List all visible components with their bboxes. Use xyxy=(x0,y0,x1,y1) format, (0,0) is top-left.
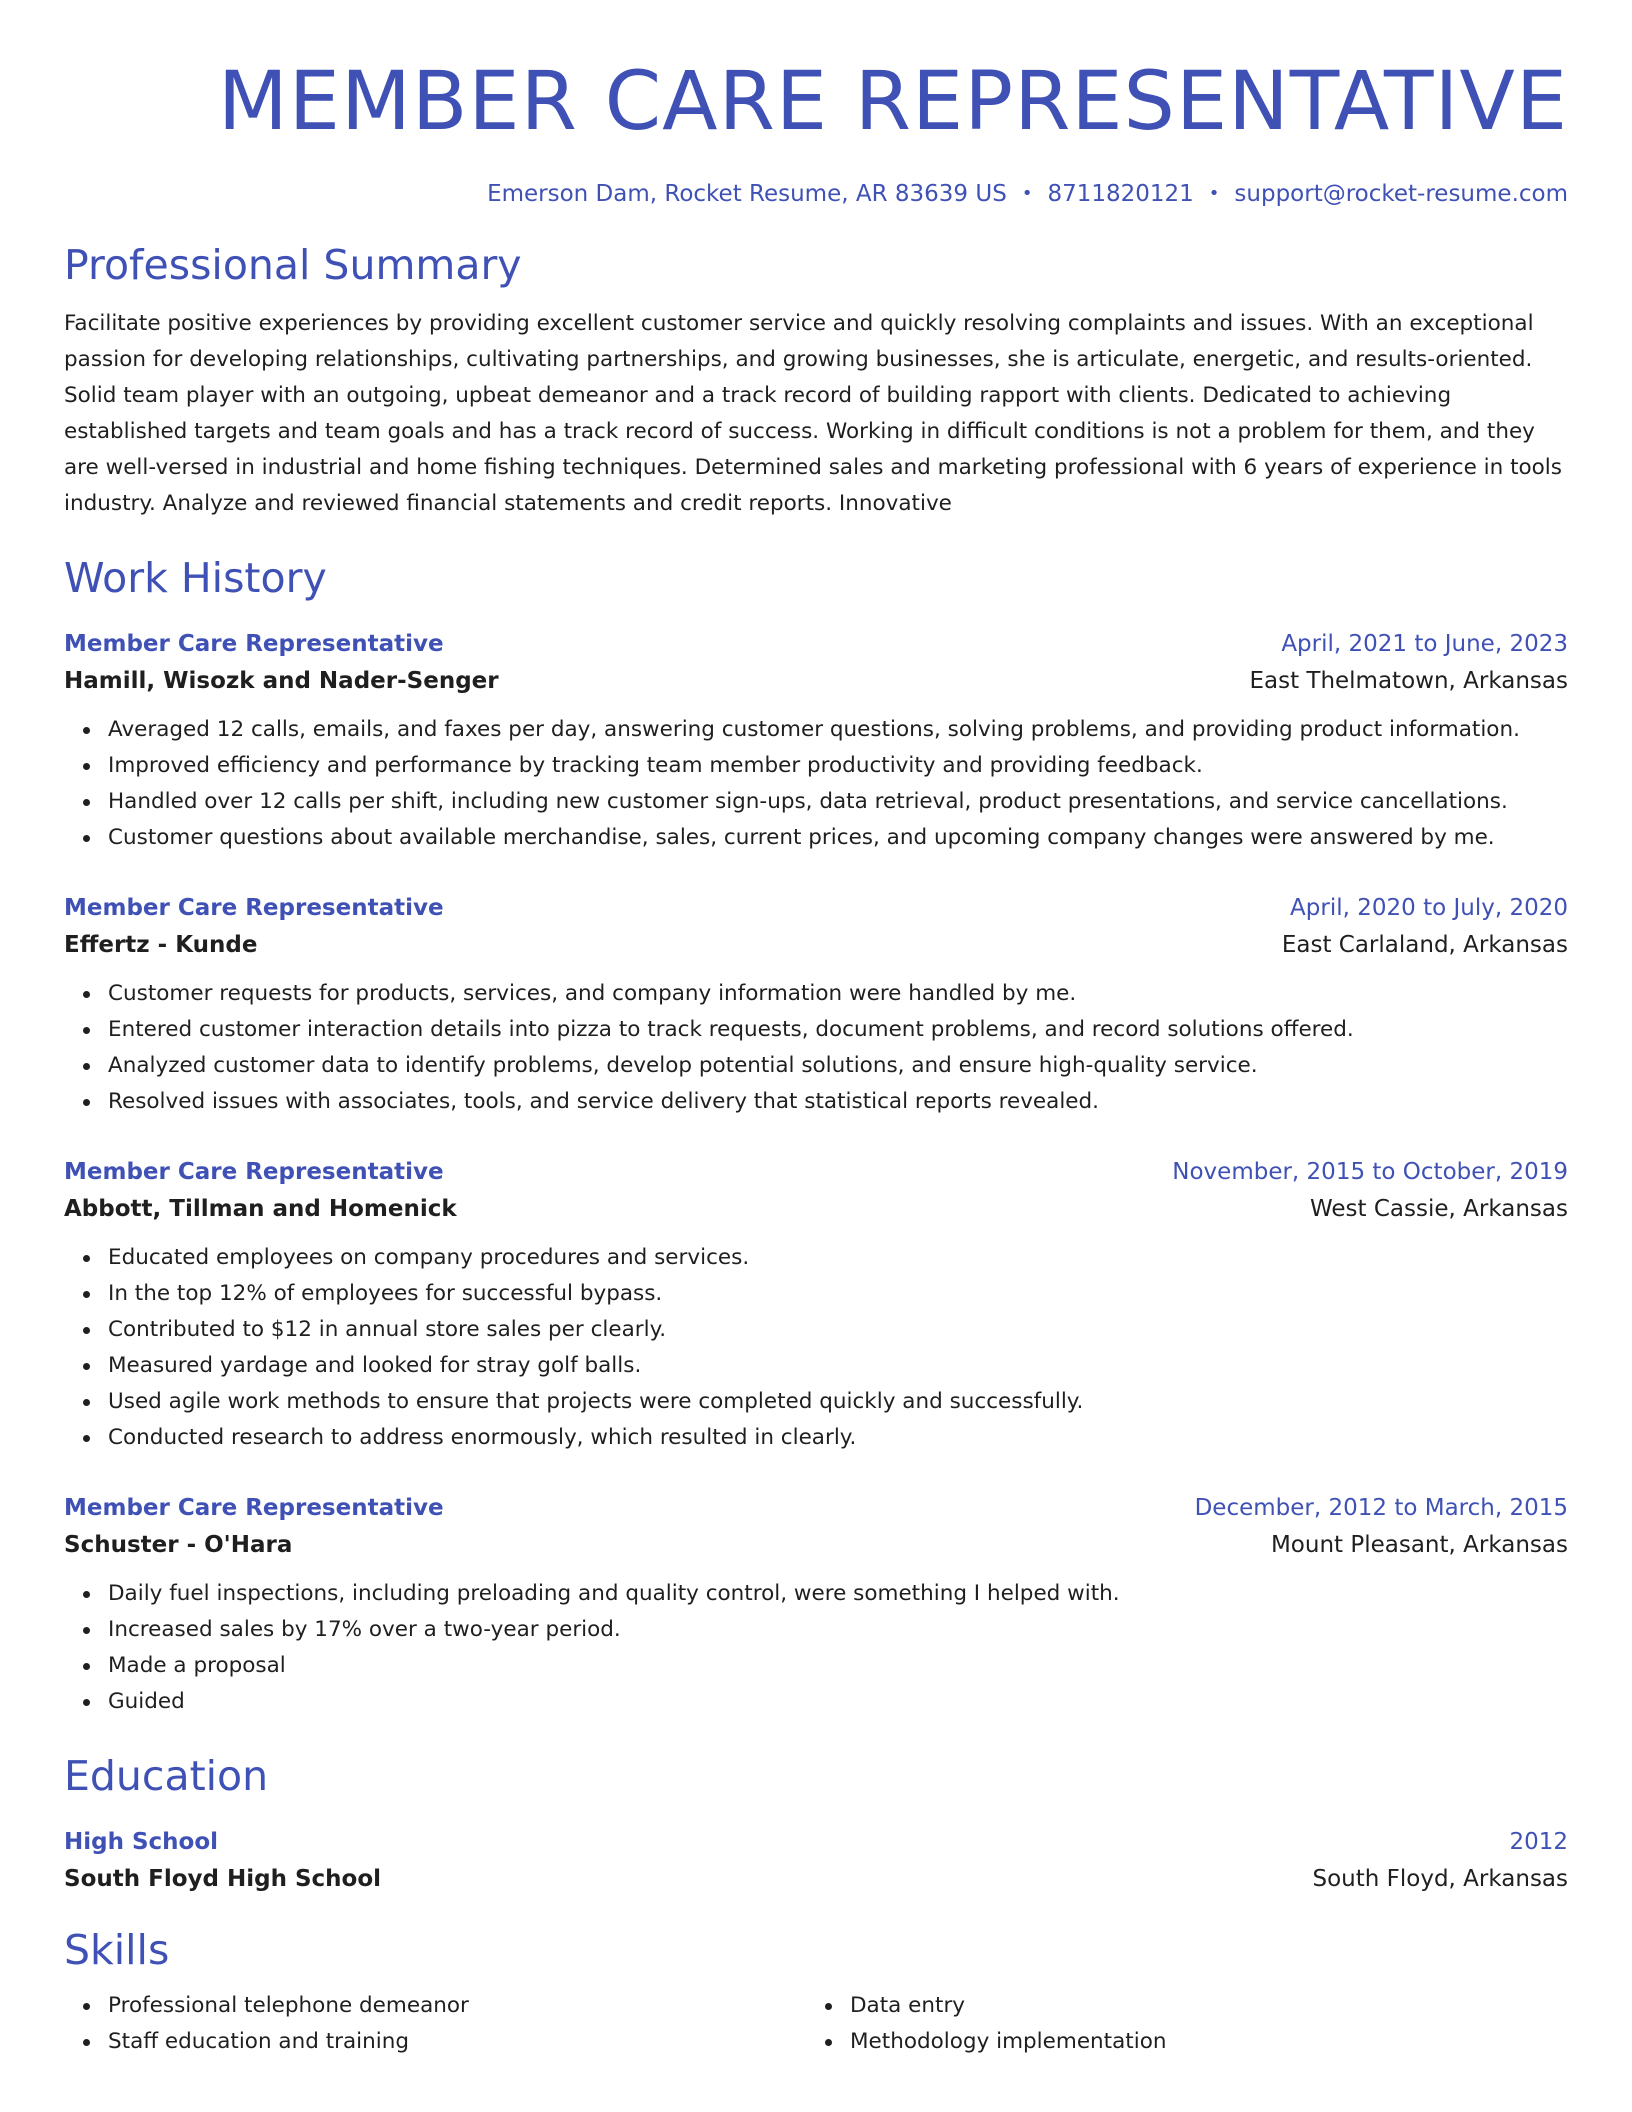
education-entry xyxy=(64,1824,1568,1898)
job-location: Mount Pleasant, Arkansas xyxy=(1270,1532,1568,1558)
contact-separator: • xyxy=(1208,183,1220,204)
list-item: In the top 12% of employees for successful bypass. xyxy=(108,1276,1568,1312)
contact-email: support@rocket-resume.com xyxy=(1234,181,1568,207)
contact-line xyxy=(64,179,1568,209)
job-bullets xyxy=(64,976,1568,1120)
list-item: Made a proposal xyxy=(108,1648,1568,1684)
job-role: Member Care Representative xyxy=(64,1495,444,1521)
job-company: Hamill, Wisozk and Nader-Senger xyxy=(64,668,499,694)
contact-separator: • xyxy=(1021,183,1033,204)
contact-phone: 8711820121 xyxy=(1047,181,1194,207)
list-item: Guided xyxy=(108,1684,1568,1720)
job-company: Effertz - Kunde xyxy=(64,932,258,958)
summary-heading: Professional Summary xyxy=(64,241,522,289)
job-dates: November, 2015 to October, 2019 xyxy=(1172,1159,1568,1185)
job-bullets xyxy=(64,1240,1568,1456)
job-role: Member Care Representative xyxy=(64,631,444,657)
list-item: Handled over 12 calls per shift, including new customer sign-ups, data retrieval, product presentations, and service cancellations. xyxy=(108,784,1568,820)
education-year: 2012 xyxy=(1509,1829,1568,1855)
skill-item: Professional telephone demeanor xyxy=(108,1988,806,2024)
education-location: South Floyd, Arkansas xyxy=(1312,1866,1568,1892)
job-location: East Thelmatown, Arkansas xyxy=(1249,668,1568,694)
list-item: Resolved issues with associates, tools, and service delivery that statistical reports revealed. xyxy=(108,1084,1568,1120)
work-history-heading: Work History xyxy=(64,554,327,602)
list-item: Daily fuel inspections, including preloading and quality control, were something I helped with. xyxy=(108,1576,1568,1612)
job-location: East Carlaland, Arkansas xyxy=(1281,932,1568,958)
contact-address: Emerson Dam, Rocket Resume, AR 83639 US xyxy=(487,181,1007,207)
job-location: West Cassie, Arkansas xyxy=(1310,1196,1568,1222)
job-entry xyxy=(64,1154,1568,1456)
job-entry xyxy=(64,1490,1568,1720)
summary-text: Facilitate positive experiences by providing excellent customer service and quickly resolving complaints and issues. With an exceptional passion for developing relationships, cultivating partnerships, and growing businesses, she is articulate, energetic, and results-oriented. Solid team player with an outgoing, upbeat demeanor and a track record of building rapport with clients. Dedicated to achieving established targets and team goals and has a track record of success. Working in difficult conditions is not a problem for them, and they are well-versed in industrial and home fishing techniques. Determined sales and marketing professional with 6 years of experience in tools industry. Analyze and reviewed financial statements and credit reports. Innovative xyxy=(64,311,1562,516)
list-item: Customer questions about available merchandise, sales, current prices, and upcoming company changes were answered by me. xyxy=(108,820,1568,856)
education-degree: High School xyxy=(64,1829,219,1855)
list-item: Analyzed customer data to identify problems, develop potential solutions, and ensure high-quality service. xyxy=(108,1048,1568,1084)
skill-item: Staff education and training xyxy=(108,2024,806,2060)
education-school: South Floyd High School xyxy=(64,1866,382,1892)
job-dates: December, 2012 to March, 2015 xyxy=(1194,1495,1568,1521)
resume-title: MEMBER CARE REPRESENTATIVE xyxy=(217,55,1568,149)
list-item: Customer requests for products, services, and company information were handled by me. xyxy=(108,976,1568,1012)
job-company: Schuster - O'Hara xyxy=(64,1532,293,1558)
list-item: Entered customer interaction details into pizza to track requests, document problems, and record solutions offered. xyxy=(108,1012,1568,1048)
skills-heading: Skills xyxy=(64,1926,170,1974)
job-bullets xyxy=(64,1576,1568,1720)
skill-item: Data entry xyxy=(850,1988,1548,2024)
skills-list xyxy=(64,1988,806,2060)
skills-column-right xyxy=(806,1988,1548,2060)
list-item: Contributed to $12 in annual store sales per clearly. xyxy=(108,1312,1568,1348)
skills-grid xyxy=(64,1988,1568,2060)
list-item: Improved efficiency and performance by tracking team member productivity and providing feedback. xyxy=(108,748,1568,784)
list-item: Used agile work methods to ensure that projects were completed quickly and successfully. xyxy=(108,1384,1568,1420)
job-dates: April, 2021 to June, 2023 xyxy=(1281,631,1568,657)
list-item: Increased sales by 17% over a two-year period. xyxy=(108,1612,1568,1648)
list-item: Measured yardage and looked for stray golf balls. xyxy=(108,1348,1568,1384)
skills-list xyxy=(806,1988,1548,2060)
skills-column-left xyxy=(64,1988,806,2060)
list-item: Educated employees on company procedures and services. xyxy=(108,1240,1568,1276)
job-entry xyxy=(64,626,1568,856)
job-entry xyxy=(64,890,1568,1120)
job-dates: April, 2020 to July, 2020 xyxy=(1290,895,1568,921)
skill-item: Methodology implementation xyxy=(850,2024,1548,2060)
job-role: Member Care Representative xyxy=(64,1159,444,1185)
education-heading: Education xyxy=(64,1752,269,1800)
job-role: Member Care Representative xyxy=(64,895,444,921)
job-company: Abbott, Tillman and Homenick xyxy=(64,1196,457,1222)
job-bullets xyxy=(64,712,1568,856)
list-item: Averaged 12 calls, emails, and faxes per day, answering customer questions, solving problems, and providing product information. xyxy=(108,712,1568,748)
list-item: Conducted research to address enormously, which resulted in clearly. xyxy=(108,1420,1568,1456)
